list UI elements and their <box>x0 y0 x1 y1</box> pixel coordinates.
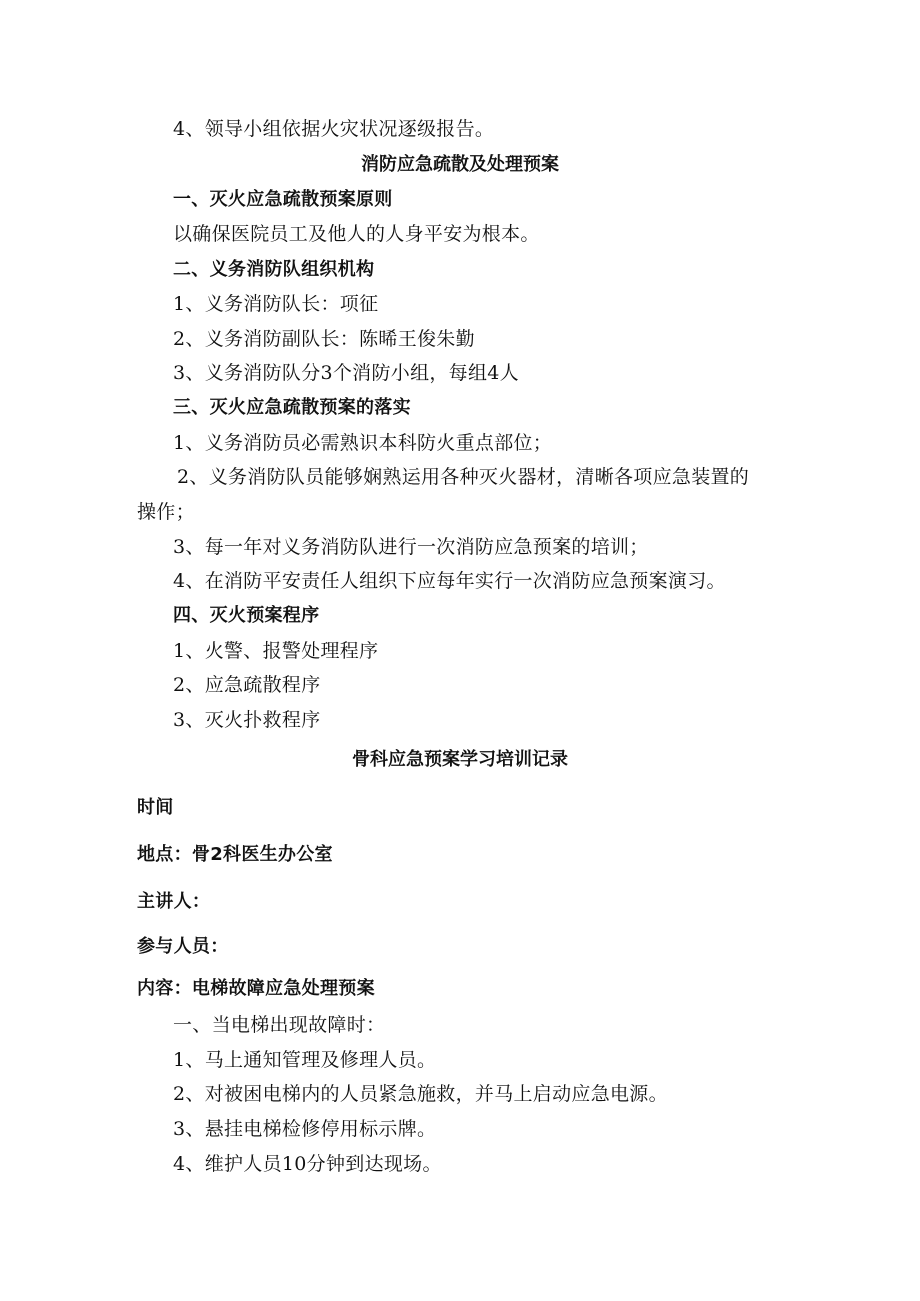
impl-item-continuation: 操作； <box>137 501 195 523</box>
report-line: 4、领导小组依据火灾状况逐级报告。 <box>173 118 495 140</box>
impl-item: 2、义务消防队员能够娴熟运用各种灭火器材，清晰各项应急装置的 <box>177 466 750 488</box>
procedure-item: 2、应急疏散程序 <box>173 674 321 696</box>
principle-text: 以确保医院员工及他人的人身平安为根本。 <box>173 223 540 245</box>
procedure-item: 1、火警、报警处理程序 <box>173 640 379 662</box>
impl-item: 4、在消防平安责任人组织下应每年实行一次消防应急预案演习。 <box>173 570 726 592</box>
heading-procedure: 四、灭火预案程序 <box>173 605 320 626</box>
record-content: 内容：电梯故障应急处理预案 <box>137 978 375 999</box>
impl-item: 3、每一年对义务消防队进行一次消防应急预案的培训； <box>173 536 649 558</box>
heading-implementation: 三、灭火应急疏散预案的落实 <box>173 397 411 418</box>
impl-item: 1、义务消防员必需熟识本科防火重点部位； <box>173 432 553 454</box>
section-title-training: 骨科应急预案学习培训记录 <box>352 749 568 770</box>
heading-organization: 二、义务消防队组织机构 <box>173 259 375 280</box>
record-time: 时间 <box>137 797 174 818</box>
heading-principle: 一、灭火应急疏散预案原则 <box>173 189 393 210</box>
elevator-step: 2、对被困电梯内的人员紧急施救，并马上启动应急电源。 <box>173 1083 668 1105</box>
record-attendees: 参与人员： <box>137 936 229 957</box>
procedure-item: 3、灭火扑救程序 <box>173 709 321 731</box>
record-place: 地点：骨2科医生办公室 <box>137 844 333 865</box>
elevator-step: 1、马上通知管理及修理人员。 <box>173 1049 437 1071</box>
record-speaker: 主讲人： <box>137 891 211 912</box>
org-item: 2、义务消防副队长：陈晞王俊朱勤 <box>173 328 475 350</box>
org-item: 3、义务消防队分3个消防小组，每组4人 <box>173 362 519 384</box>
elevator-subheading: 一、当电梯出现故障时： <box>173 1014 386 1036</box>
elevator-step: 4、维护人员10分钟到达现场。 <box>173 1153 442 1175</box>
section-title-fire: 消防应急疏散及处理预案 <box>361 154 559 175</box>
elevator-step: 3、悬挂电梯检修停用标示牌。 <box>173 1118 437 1140</box>
org-item: 1、义务消防队长：项征 <box>173 293 379 315</box>
